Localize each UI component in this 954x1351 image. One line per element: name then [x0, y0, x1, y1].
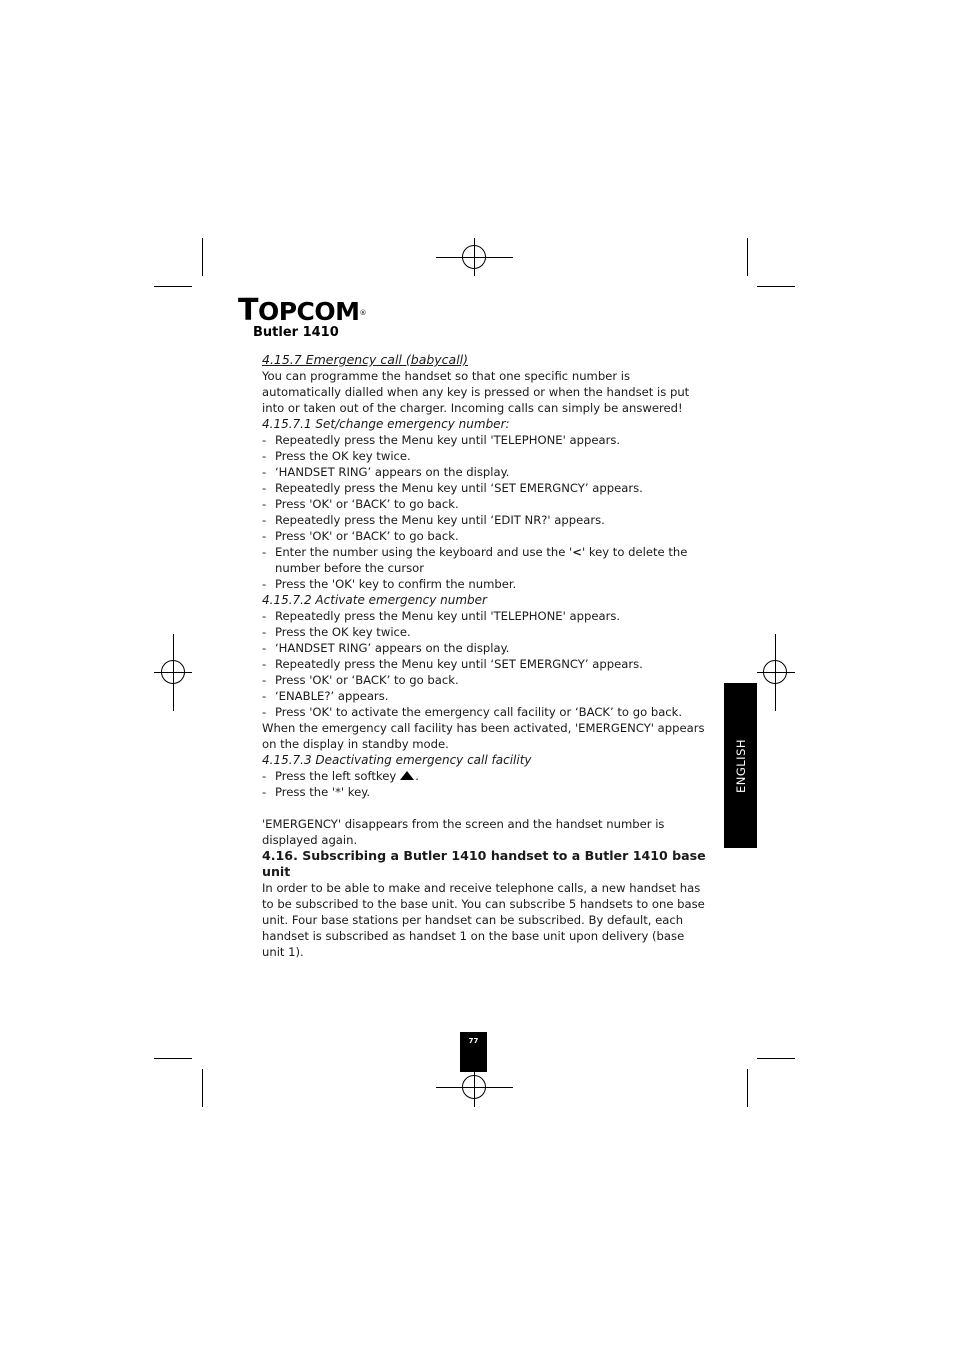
crop-mark — [202, 1069, 203, 1107]
subsection-heading-4-15-7-1: 4.15.7.1 Set/change emergency number: — [262, 417, 510, 431]
step-item: - Repeatedly press the Menu key until 'TELEPHONE' appears. — [262, 432, 707, 448]
section-body-4-16: In order to be able to make and receive telephone calls, a new handset has to be subscribed to the base unit. You can subscribe 5 handsets to one base unit. Four base stations per handset can be subscribed. By default, each handset is subscribed as handset 1 on the base unit upon delivery (base unit 1). — [262, 881, 705, 959]
step-item: - Enter the number using the keyboard and use the '<' key to delete the number before the cursor — [262, 544, 707, 576]
subsection-heading-4-15-7-2: 4.15.7.2 Activate emergency number — [262, 593, 487, 607]
steps-list-deactivate — [262, 768, 707, 800]
crop-mark — [747, 1069, 748, 1107]
step-item: - ‘HANDSET RING’ appears on the display. — [262, 640, 707, 656]
crop-mark — [757, 1058, 795, 1059]
activation-note: When the emergency call facility has been activated, 'EMERGENCY' appears on the display in standby mode. — [262, 721, 705, 751]
steps-list-set-number — [262, 432, 707, 592]
subsection-heading-4-15-7-3: 4.15.7.3 Deactivating emergency call facility — [262, 753, 532, 767]
section-heading-4-15-7: 4.15.7 Emergency call (babycall) — [262, 352, 469, 367]
step-item: - Press the left softkey . — [262, 768, 707, 784]
page-content — [262, 352, 707, 960]
step-item: - Press 'OK' or ‘BACK’ to go back. — [262, 672, 707, 688]
softkey-up-icon — [400, 771, 414, 780]
brand-name: TOPCOM® — [238, 293, 367, 328]
step-item: - Press the OK key twice. — [262, 624, 707, 640]
brand-logo — [238, 293, 367, 341]
step-item: - Press the '*' key. — [262, 784, 707, 800]
crop-mark — [747, 238, 748, 276]
step-item: - Press the 'OK' key to confirm the number. — [262, 576, 707, 592]
step-item: - Press 'OK' or ‘BACK’ to go back. — [262, 496, 707, 512]
step-item: - ‘ENABLE?’ appears. — [262, 688, 707, 704]
step-item: - Press 'OK' to activate the emergency call facility or ‘BACK’ to go back. — [262, 704, 707, 720]
section-intro: You can programme the handset so that one specific number is automatically dialled when any key is pressed or when the handset is put into or taken out of the charger. Incoming calls can simply be answered! — [262, 369, 690, 415]
back-key-symbol: < — [572, 545, 582, 559]
page-number: 77 — [460, 1032, 487, 1072]
step-item: - Repeatedly press the Menu key until ‘EDIT NR?' appears. — [262, 512, 707, 528]
step-item: - Press 'OK' or ‘BACK’ to go back. — [262, 528, 707, 544]
step-item: - ‘HANDSET RING’ appears on the display. — [262, 464, 707, 480]
language-tab-label: ENGLISH — [733, 738, 748, 793]
model-name: Butler 1410 — [253, 325, 339, 340]
language-tab — [724, 683, 757, 848]
crop-mark — [154, 286, 192, 287]
step-item: - Repeatedly press the Menu key until ‘SET EMERGNCY’ appears. — [262, 480, 707, 496]
step-item: - Press the OK key twice. — [262, 448, 707, 464]
steps-list-activate — [262, 608, 707, 720]
deactivation-note: 'EMERGENCY' disappears from the screen and the handset number is displayed again. — [262, 817, 665, 847]
crop-mark — [757, 286, 795, 287]
crop-mark — [154, 1058, 192, 1059]
crop-mark — [202, 238, 203, 276]
section-heading-4-16: 4.16. Subscribing a Butler 1410 handset to a Butler 1410 base unit — [262, 848, 706, 879]
step-item: - Repeatedly press the Menu key until ‘SET EMERGNCY’ appears. — [262, 656, 707, 672]
step-item: - Repeatedly press the Menu key until 'TELEPHONE' appears. — [262, 608, 707, 624]
